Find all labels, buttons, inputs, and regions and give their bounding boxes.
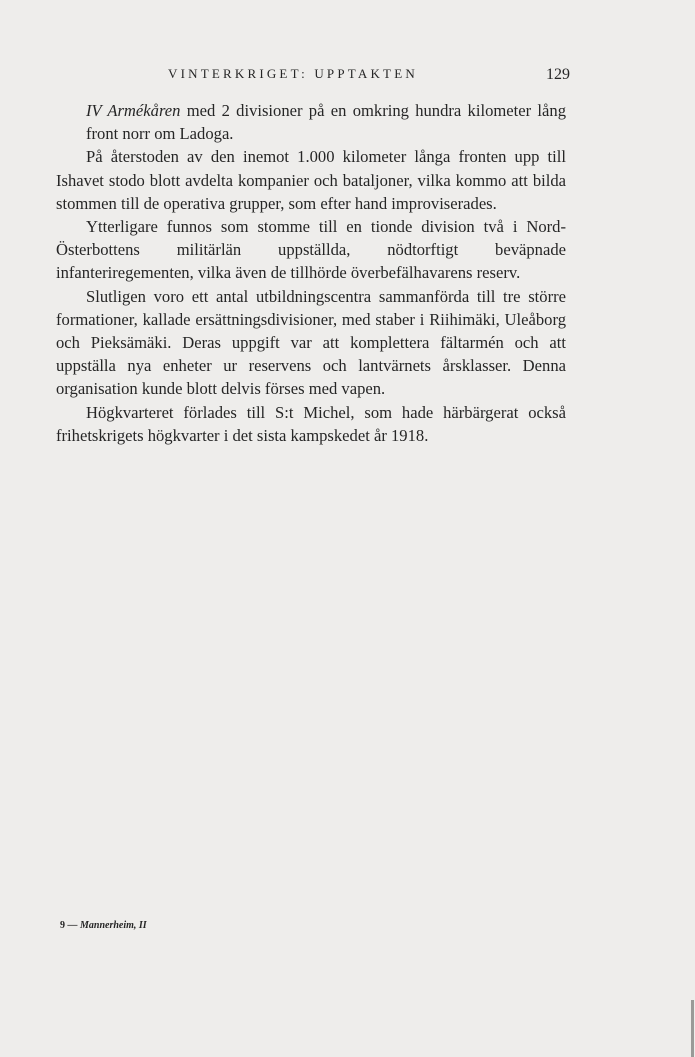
page-number: 129 <box>546 66 570 83</box>
paragraph-remaining-front: På återstoden av den inemot 1.000 kilometer långa fronten upp till Ishavet stodo blott avdelta kompanier och bataljoner, vilka kommo att bilda stommen till de operativa grupper, som efter hand improviserades. <box>56 147 566 213</box>
page-edge-shadow <box>691 1000 694 1057</box>
running-head <box>160 66 570 86</box>
paragraph-tenth-division: Ytterligare funnos som stomme till en tionde division två i Nord-Österbottens militärlän uppställda, nödtorftigt beväpnade infanteriregementen, vilka även de tillhörde överbefälhavarens reserv. <box>56 217 566 283</box>
signature-number: 9 <box>60 920 65 931</box>
body-text <box>56 99 566 447</box>
paragraph-headquarters: Högkvarteret förlades till S:t Michel, som hade härbärgerat också frihetskrigets högkvarter i det sista kampskedet år 1918. <box>56 402 566 445</box>
printer-signature <box>60 920 147 931</box>
paragraph-italic-lead: IV Armékåren <box>86 101 181 120</box>
signature-text: — Mannerheim, II <box>65 920 147 931</box>
running-title: VINTERKRIGET: UPPTAKTEN <box>168 66 418 81</box>
paragraph-training-centres: Slutligen voro ett antal utbildningscentra sammanförda till tre större formationer, kallade ersättningsdivisioner, med staber i Riihimäki, Uleåborg och Pieksämäki. Deras uppgift var att komplettera fältarmén och att uppställa nya enheter ur reservens och lantvärnets årsklasser. Denna organisation kunde blott delvis förses med vapen. <box>56 286 566 399</box>
paragraph-text: med 2 divisioner på en omkring hundra kilometer lång front norr om Ladoga. <box>86 101 566 144</box>
paragraph-army-corps <box>56 99 566 145</box>
